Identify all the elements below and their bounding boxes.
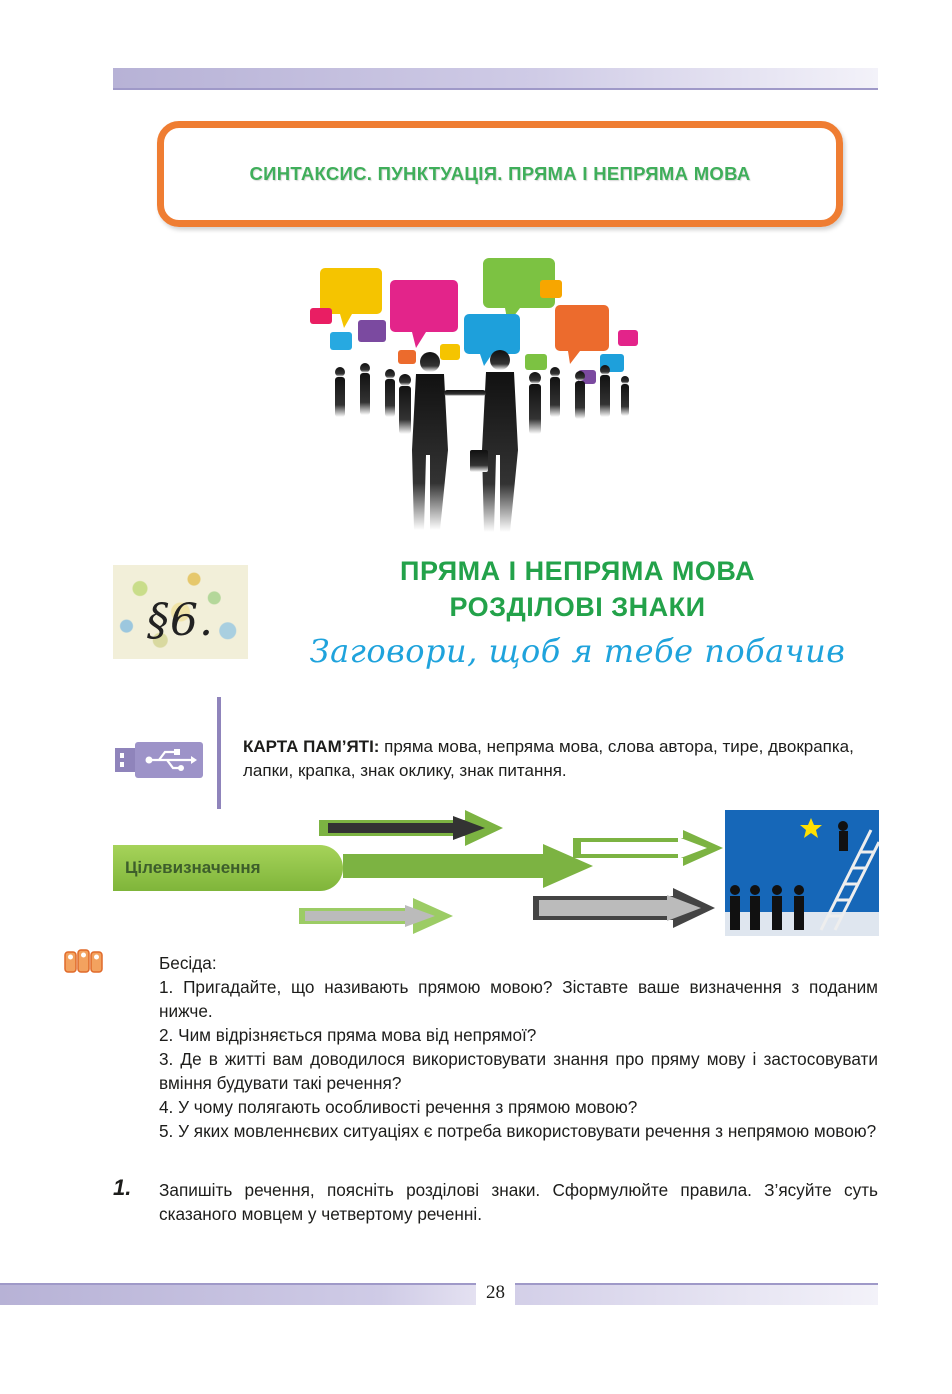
footer-band-right [515,1283,878,1305]
page-number: 28 [486,1282,505,1303]
speech-bubble-icon [310,258,638,384]
top-decorative-band [113,68,878,90]
memory-map-terms: пряма мова, непряма мова, слова автора, тире, двокрапка, лапки, крапка, знак оклику, знак питання. [243,737,854,780]
lesson-title-line-1: ПРЯМА І НЕПРЯМА МОВА [400,556,755,586]
discussion-block [159,951,878,1143]
lesson-title-line-2: РОЗДІЛОВІ ЗНАКИ [449,592,706,622]
section-number: §6. [147,595,214,646]
memory-map [243,735,878,783]
discussion-question: 1. Пригадайте, що називають прямою мовою? Зіставте ваше визначення з поданим нижче. [159,977,878,1021]
chapter-title: СИНТАКСИС. ПУНКТУАЦІЯ. ПРЯМА І НЕПРЯМА МОВА [249,163,751,184]
task-text: Запишіть речення, поясніть розділові знаки. Сформулюйте правила. З’ясуйте суть сказаного мовцем у четвертому реченні. [159,1180,878,1224]
discussion-question: 2. Чим відрізняється пряма мова від непрямої? [159,1025,537,1045]
goals-label: Цілевизначення [113,845,343,891]
task-number: 1. [113,1175,132,1200]
discussion-question: 4. У чому полягають особливості речення з прямою мовою? [159,1097,638,1117]
usb-drive-icon [115,740,205,780]
discussion-question: 5. У яких мовленнєвих ситуаціях є потреба використовувати речення з непрямою мовою? [159,1121,877,1141]
lesson-motto: Заговори, щоб я тебе побачив [309,632,846,670]
memory-map-label: КАРТА ПАМ’ЯТІ: [243,737,380,756]
memory-map-divider [217,697,221,809]
speech-bubbles-illustration [300,250,650,540]
discussion-people-icon [64,948,104,974]
discussion-question: 3. Де в житті вам доводилося використовувати знання про пряму мову і застосовувати вміння будувати такі речення? [159,1049,878,1093]
chapter-title-box [157,121,843,227]
footer-band-left [0,1283,476,1305]
section-number-badge [113,565,248,659]
ladder-to-star-illustration [725,810,879,936]
discussion-heading: Бесіда: [159,953,217,973]
